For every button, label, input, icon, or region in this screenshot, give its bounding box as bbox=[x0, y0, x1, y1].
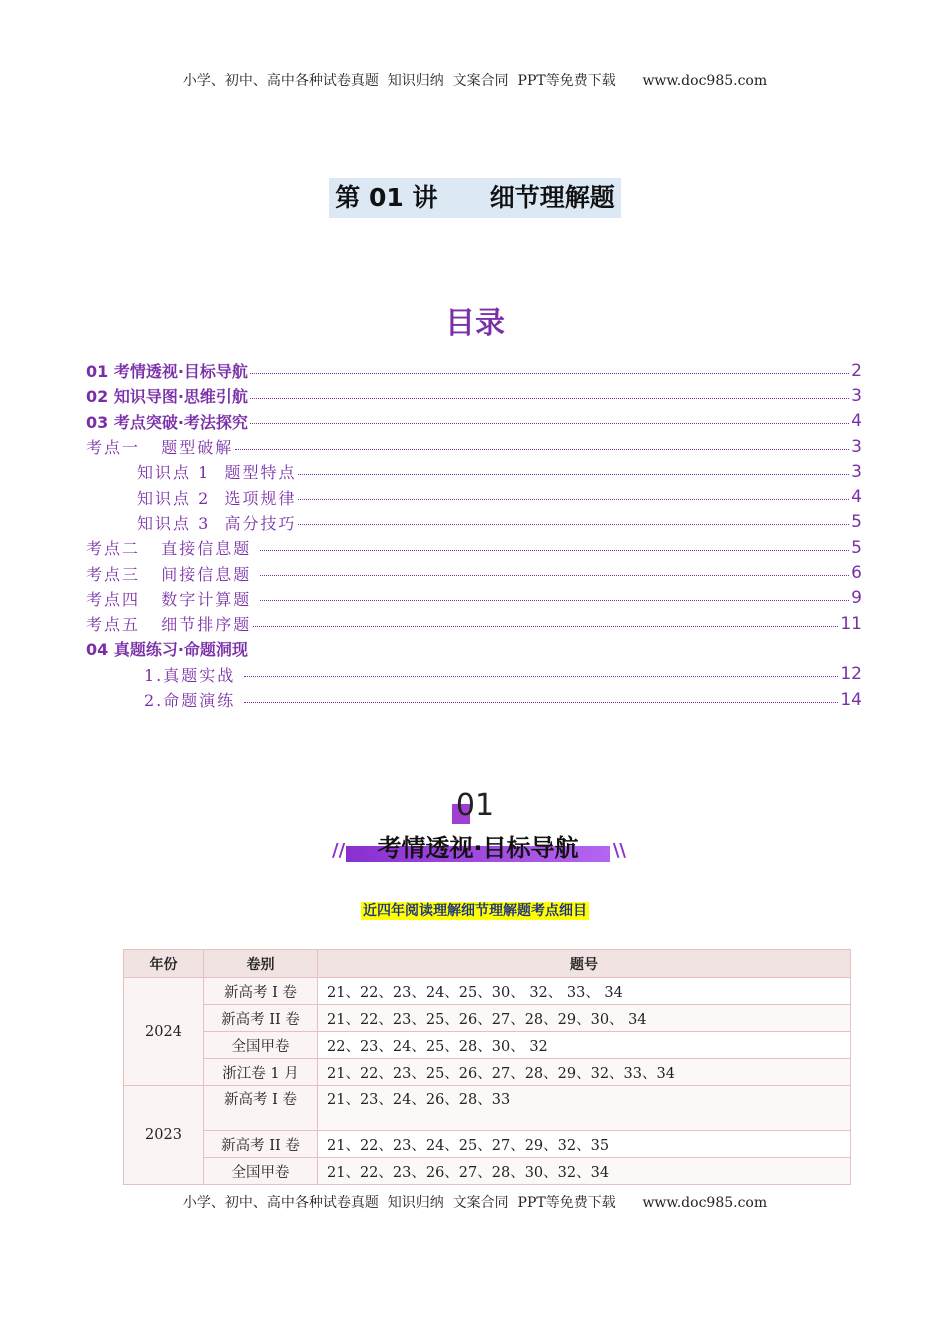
toc-leader bbox=[260, 574, 849, 576]
toc-item-label: 03 考点突破·考法探究 bbox=[86, 412, 248, 432]
paper-cell: 新高考 I 卷 bbox=[204, 1086, 318, 1131]
toc-leader bbox=[244, 675, 838, 677]
toc-item-page: 6 bbox=[851, 563, 862, 584]
toc-item[interactable] bbox=[86, 409, 862, 434]
table-row bbox=[124, 1059, 851, 1086]
header-paper: 卷别 bbox=[204, 950, 318, 978]
toc-item[interactable] bbox=[86, 687, 862, 712]
toc-item-label: 知识点 3 高分技巧 bbox=[137, 513, 297, 533]
exam-question-table bbox=[123, 949, 851, 1185]
questions-cell: 21、22、23、25、26、27、28、29、30、 34 bbox=[318, 1005, 851, 1032]
toc-item-label: 04 真题练习·命题洞现 bbox=[86, 640, 248, 660]
section-banner bbox=[332, 826, 626, 864]
toc-item-label: 考点四 数字计算题 bbox=[86, 589, 259, 609]
toc-item-page: 12 bbox=[840, 664, 862, 685]
toc-item-label: 考点一 题型破解 bbox=[86, 438, 234, 458]
toc-item-page: 5 bbox=[851, 537, 862, 558]
toc-item[interactable] bbox=[86, 611, 862, 636]
toc-leader bbox=[235, 448, 849, 450]
table-caption-text: 近四年阅读理解细节理解题考点细目 bbox=[363, 903, 587, 919]
toc-item-label: 知识点 2 选项规律 bbox=[137, 488, 297, 508]
questions-cell: 21、22、23、25、26、27、28、29、32、33、34 bbox=[318, 1059, 851, 1086]
questions-cell: 22、23、24、25、28、30、 32 bbox=[318, 1032, 851, 1059]
toc-leader bbox=[298, 498, 849, 500]
questions-cell: 21、22、23、24、25、27、29、32、35 bbox=[318, 1131, 851, 1158]
paper-cell: 全国甲卷 bbox=[204, 1032, 318, 1059]
toc-item-page: 3 bbox=[851, 436, 862, 457]
header-year: 年份 bbox=[124, 950, 204, 978]
toc-item-label: 2.命题演练 bbox=[144, 691, 243, 710]
toc-item[interactable] bbox=[86, 636, 862, 661]
toc-item-page: 11 bbox=[840, 613, 862, 634]
table-row bbox=[124, 1032, 851, 1059]
toc-item[interactable] bbox=[86, 535, 862, 560]
toc-leader bbox=[244, 701, 838, 703]
paper-cell: 新高考 II 卷 bbox=[204, 1005, 318, 1032]
toc-item[interactable] bbox=[86, 484, 862, 509]
toc-item[interactable] bbox=[86, 459, 862, 484]
toc-leader bbox=[260, 549, 849, 551]
toc-item-page: 3 bbox=[851, 461, 862, 482]
toc-leader bbox=[250, 422, 849, 424]
toc-heading: 目录 bbox=[445, 306, 505, 341]
questions-cell: 21、23、24、26、28、33 bbox=[318, 1086, 851, 1131]
paper-cell: 浙江卷 1 月 bbox=[204, 1059, 318, 1086]
toc-item[interactable] bbox=[86, 662, 862, 687]
toc-item[interactable] bbox=[86, 560, 862, 585]
toc-item-page: 4 bbox=[851, 411, 862, 432]
toc-item-label: 考点五 细节排序题 bbox=[86, 615, 252, 635]
table-header-row bbox=[124, 950, 851, 978]
toc-leader bbox=[253, 625, 838, 627]
toc-item[interactable] bbox=[86, 383, 862, 408]
table-caption bbox=[0, 900, 950, 920]
slash-decoration-left: // bbox=[332, 840, 346, 861]
toc-item-label: 知识点 1 题型特点 bbox=[137, 463, 297, 483]
toc-leader bbox=[250, 372, 849, 374]
toc-leader bbox=[250, 397, 849, 399]
slash-decoration-right: \\ bbox=[612, 840, 626, 861]
table-row bbox=[124, 1086, 851, 1131]
table-row bbox=[124, 1158, 851, 1185]
year-cell: 2023 bbox=[124, 1086, 204, 1185]
toc-item-label: 02 知识导图·思维引航 bbox=[86, 387, 248, 407]
questions-cell: 21、22、23、26、27、28、30、32、34 bbox=[318, 1158, 851, 1185]
table-of-contents bbox=[86, 358, 862, 712]
toc-item-label: 1.真题实战 bbox=[144, 665, 243, 685]
toc-item-page: 14 bbox=[840, 689, 862, 710]
toc-item-page: 4 bbox=[851, 487, 862, 508]
section-title: 考情透视·目标导航 bbox=[377, 834, 579, 862]
paper-cell: 新高考 II 卷 bbox=[204, 1131, 318, 1158]
toc-item-page: 9 bbox=[851, 588, 862, 609]
questions-cell: 21、22、23、24、25、30、 32、 33、 34 bbox=[318, 978, 851, 1005]
header-questions: 题号 bbox=[318, 950, 851, 978]
toc-item[interactable] bbox=[86, 358, 862, 383]
page-footer: 小学、初中、高中各种试卷真题 知识归纳 文案合同 PPT等免费下载 www.doc985.com bbox=[182, 1195, 768, 1211]
toc-item[interactable] bbox=[86, 586, 862, 611]
toc-item[interactable] bbox=[86, 510, 862, 535]
table-row bbox=[124, 1005, 851, 1032]
page-header: 小学、初中、高中各种试卷真题 知识归纳 文案合同 PPT等免费下载 www.doc985.com bbox=[182, 73, 768, 89]
toc-item-page: 3 bbox=[851, 385, 862, 406]
paper-cell: 新高考 I 卷 bbox=[204, 978, 318, 1005]
toc-item-label: 01 考情透视·目标导航 bbox=[86, 362, 248, 382]
paper-cell: 全国甲卷 bbox=[204, 1158, 318, 1185]
toc-item-page: 5 bbox=[851, 512, 862, 533]
section-number: 01 bbox=[455, 788, 495, 823]
year-cell: 2024 bbox=[124, 978, 204, 1086]
toc-item-label: 考点二 直接信息题 bbox=[86, 539, 259, 559]
table-row bbox=[124, 1131, 851, 1158]
table-row bbox=[124, 978, 851, 1005]
toc-leader bbox=[260, 599, 849, 601]
lecture-title: 第 01 讲 细节理解题 bbox=[329, 178, 621, 218]
toc-leader bbox=[298, 523, 849, 525]
toc-item-label: 考点三 间接信息题 bbox=[86, 564, 259, 584]
toc-leader bbox=[298, 473, 849, 475]
toc-item[interactable] bbox=[86, 434, 862, 459]
toc-item-page: 2 bbox=[851, 360, 862, 381]
